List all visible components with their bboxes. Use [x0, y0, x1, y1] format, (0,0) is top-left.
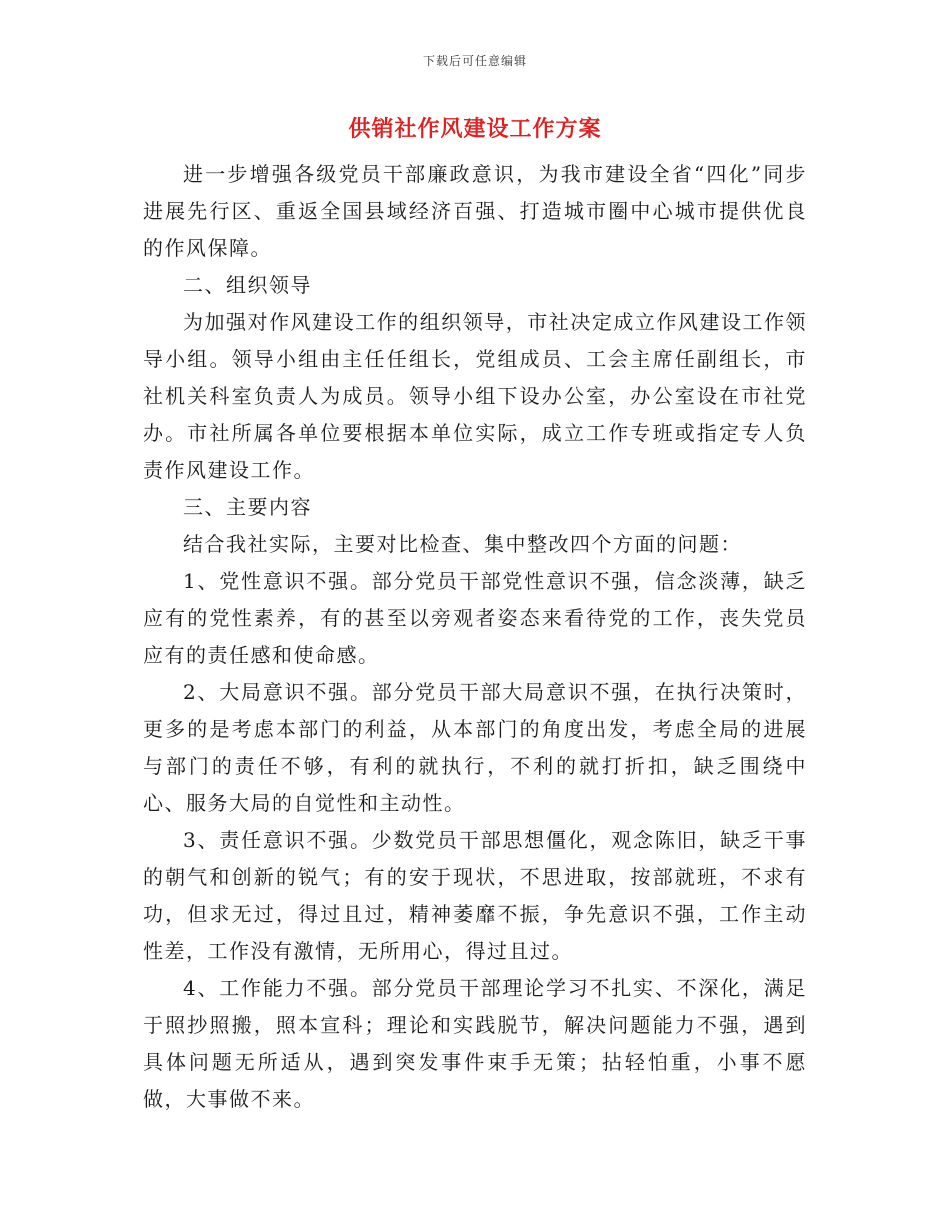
paragraph-item-3: 3、责任意识不强。少数党员干部思想僵化，观念陈旧，缺乏干事的朝气和创新的锐气；有的安于现状，不思进取，按部就班，不求有功，但求无过，得过且过，精神萎靡不振，争先意识不强，工作主动性差，工作没有激情，无所用心，得过且过。 [143, 828, 807, 963]
section-heading-main-content: 三、主要内容 [183, 495, 312, 519]
paragraph-item-2: 2、大局意识不强。部分党员干部大局意识不强，在执行决策时，更多的是考虑本部门的利益，从本部门的角度出发，考虑全局的进展与部门的责任不够，有利的就执行，不利的就打折扣，缺乏围绕中心、服务大局的自觉性和主动性。 [143, 680, 807, 815]
paragraph-main-content-intro: 结合我社实际，主要对比检查、集中整改四个方面的问题： [183, 532, 742, 556]
paragraph-intro: 进一步增强各级党员干部廉政意识，为我市建设全省“四化”同步进展先行区、重返全国县域经济百强、打造城市圈中心城市提供优良的作风保障。 [143, 162, 807, 260]
section-heading-organization: 二、组织领导 [183, 273, 312, 297]
paragraph-organization: 为加强对作风建设工作的组织领导，市社决定成立作风建设工作领导小组。领导小组由主任任组长，党组成员、工会主席任副组长，市社机关科室负责人为成员。领导小组下设办公室，办公室设在市社党办。市社所属各单位要根据本单位实际，成立工作专班或指定专人负责作风建设工作。 [143, 310, 807, 482]
document-body [143, 156, 807, 1118]
header-note: 下载后可任意编辑 [422, 54, 527, 68]
document-title: 供销社作风建设工作方案 [348, 116, 602, 142]
paragraph-item-1: 1、党性意识不强。部分党员干部党性意识不强，信念淡薄，缺乏应有的党性素养，有的甚至以旁观者姿态来看待党的工作，丧失党员应有的责任感和使命感。 [143, 569, 807, 667]
paragraph-item-4: 4、工作能力不强。部分党员干部理论学习不扎实、不深化，满足于照抄照搬，照本宣科；理论和实践脱节，解决问题能力不强，遇到具体问题无所适从，遇到突发事件束手无策；拈轻怕重，小事不愿做，大事做不来。 [143, 976, 807, 1111]
